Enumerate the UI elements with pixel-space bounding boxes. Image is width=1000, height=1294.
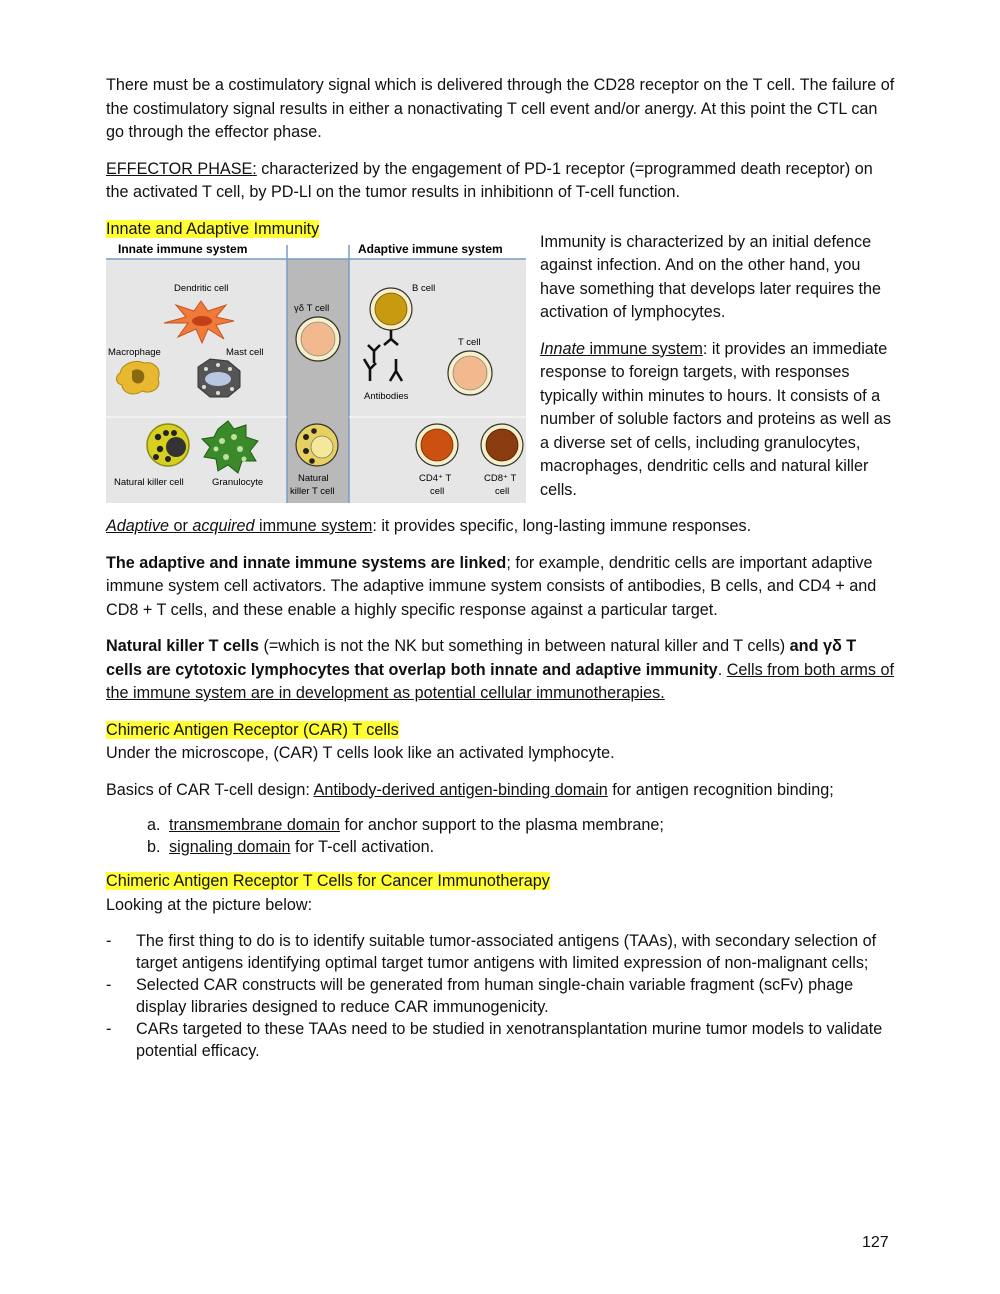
innate-title: Innate immune system bbox=[118, 241, 248, 256]
cd8-label-line2: cell bbox=[495, 485, 510, 497]
looking-paragraph: Looking at the picture below: bbox=[106, 895, 313, 914]
adaptive-text: : it provides specific, long-lasting immune responses. bbox=[372, 517, 752, 535]
innate-term: Innate immune system bbox=[540, 339, 703, 358]
cd4-label-line2: cell bbox=[430, 485, 445, 497]
list-item: - Selected CAR constructs will be generated from human single-chain variable fragment (scFv) phage display libraries designed to reduce CAR immunogenicity. bbox=[106, 974, 896, 1018]
gd-t-cell-icon bbox=[296, 317, 340, 361]
nkt-label-line2: killer T cell bbox=[290, 485, 335, 497]
dendritic-label: Dendritic cell bbox=[174, 282, 229, 294]
nkt-underlined: Cells from both arms of the immune system are in development as potential cellular immunotherapies. bbox=[106, 660, 895, 702]
b-cell-label: B cell bbox=[412, 282, 436, 294]
mast-label: Mast cell bbox=[226, 346, 264, 358]
adaptive-title: Adaptive immune system bbox=[358, 241, 503, 256]
nkt-text-1: (=which is not the NK but something in between natural killer and T cells) bbox=[258, 637, 790, 655]
cd4-t-cell-icon bbox=[416, 424, 458, 466]
car-cancer-heading bbox=[106, 870, 896, 894]
t-cell-icon bbox=[448, 351, 492, 395]
car-basics-text-2: for antigen recognition binding; bbox=[607, 780, 834, 799]
immunity-intro-paragraph: Immunity is characterized by an initial defence against infection. And on the other hand, you have something that develops later requires the activation of lymphocytes. bbox=[540, 232, 882, 321]
linked-paragraph bbox=[106, 552, 896, 623]
list-item: - CARs targeted to these TAAs need to be studied in xenotransplantation murine tumor models to validate potential efficacy. bbox=[106, 1018, 896, 1062]
nkt-bold-1: Natural killer T cells bbox=[106, 637, 259, 655]
innate-adaptive-heading-text: Innate and Adaptive Immunity bbox=[106, 219, 320, 238]
immunity-section bbox=[106, 231, 896, 552]
nkt-text-2: . bbox=[717, 660, 727, 679]
page-content bbox=[106, 74, 896, 1072]
car-domain-list bbox=[106, 814, 896, 858]
effector-phase-text: characterized by the engagement of PD-1 receptor (=programmed death receptor) on the activated T cell, by PD-Ll on the tumor results in inhibitionn of T-cell function. bbox=[106, 159, 873, 201]
list-item: a. transmembrane domain for anchor support to the plasma membrane; bbox=[165, 814, 896, 836]
linked-text: ; for example, dendritic cells are important adaptive immune system cell activators. The adaptive immune system consists of antibodies, B cells, and CD4 + and CD8 + T cells, and these enable a highly specific response against a particular target. bbox=[106, 553, 877, 619]
linked-bold: The adaptive and innate immune systems are linked bbox=[106, 553, 507, 572]
macrophage-label: Macrophage bbox=[108, 346, 161, 358]
immune-figure-svg bbox=[106, 235, 526, 503]
t-cell-label: T cell bbox=[458, 336, 481, 348]
car-basics-underlined: Antibody-derived antigen-binding domain bbox=[313, 780, 608, 799]
page-number: 127 bbox=[862, 1234, 889, 1251]
immune-system-figure bbox=[106, 235, 526, 503]
costimulatory-paragraph: There must be a costimulatory signal which is delivered through the CD28 receptor on the T cell. The failure of the costimulatory signal results in either a nonactivating T cell event and/or anergy. At this point the CTL can go through the effector phase. bbox=[106, 76, 895, 141]
nk-label: Natural killer cell bbox=[114, 476, 184, 488]
nk-cell-icon bbox=[147, 424, 189, 466]
cd4-label-line1: CD4⁺ T bbox=[419, 472, 452, 484]
car-microscope-paragraph: Under the microscope, (CAR) T cells look like an activated lymphocyte. bbox=[106, 744, 615, 762]
adaptive-system-paragraph bbox=[106, 515, 896, 539]
car-cancer-heading-text: Chimeric Antigen Receptor T Cells for Cancer Immunotherapy bbox=[106, 872, 550, 890]
innate-text: : it provides an immediate response to foreign targets, with responses typically within minutes to hours. It consists of a number of soluble factors and proteins as well as a diverse set of cells, including granulocytes, macrophages, dendritic cells and natural killer cells. bbox=[540, 339, 891, 499]
car-heading bbox=[106, 719, 896, 743]
car-heading-text: Chimeric Antigen Receptor (CAR) T cells bbox=[106, 720, 399, 739]
car-basics-text-1: Basics of CAR T-cell design: bbox=[106, 780, 314, 799]
nkt-bold-2: and γδ T cells are cytotoxic lymphocytes that overlap both innate and adaptive immunity bbox=[106, 637, 857, 679]
car-steps-list bbox=[106, 930, 896, 1062]
car-basics-paragraph bbox=[106, 779, 896, 803]
list-item: b. signaling domain for T-cell activation. bbox=[165, 836, 896, 858]
cd8-label-line1: CD8⁺ T bbox=[484, 472, 517, 484]
antibodies-label: Antibodies bbox=[364, 390, 409, 402]
list-item: - The first thing to do is to identify suitable tumor-associated antigens (TAAs), with secondary selection of target antigens identifying optimal target tumor antigens with limited expression of non-malignant cells; bbox=[106, 930, 896, 974]
cd8-t-cell-icon bbox=[481, 424, 523, 466]
effector-phase-term: EFFECTOR PHASE: bbox=[106, 159, 257, 178]
gd-t-cell-label: γδ T cell bbox=[294, 302, 330, 314]
nkt-label-line1: Natural bbox=[298, 472, 329, 484]
effector-phase-paragraph bbox=[106, 158, 896, 205]
nkt-paragraph bbox=[106, 635, 896, 706]
adaptive-term: Adaptive or acquired immune system bbox=[106, 517, 373, 535]
nkt-cell-icon bbox=[296, 424, 338, 466]
granulocyte-label: Granulocyte bbox=[212, 476, 264, 488]
